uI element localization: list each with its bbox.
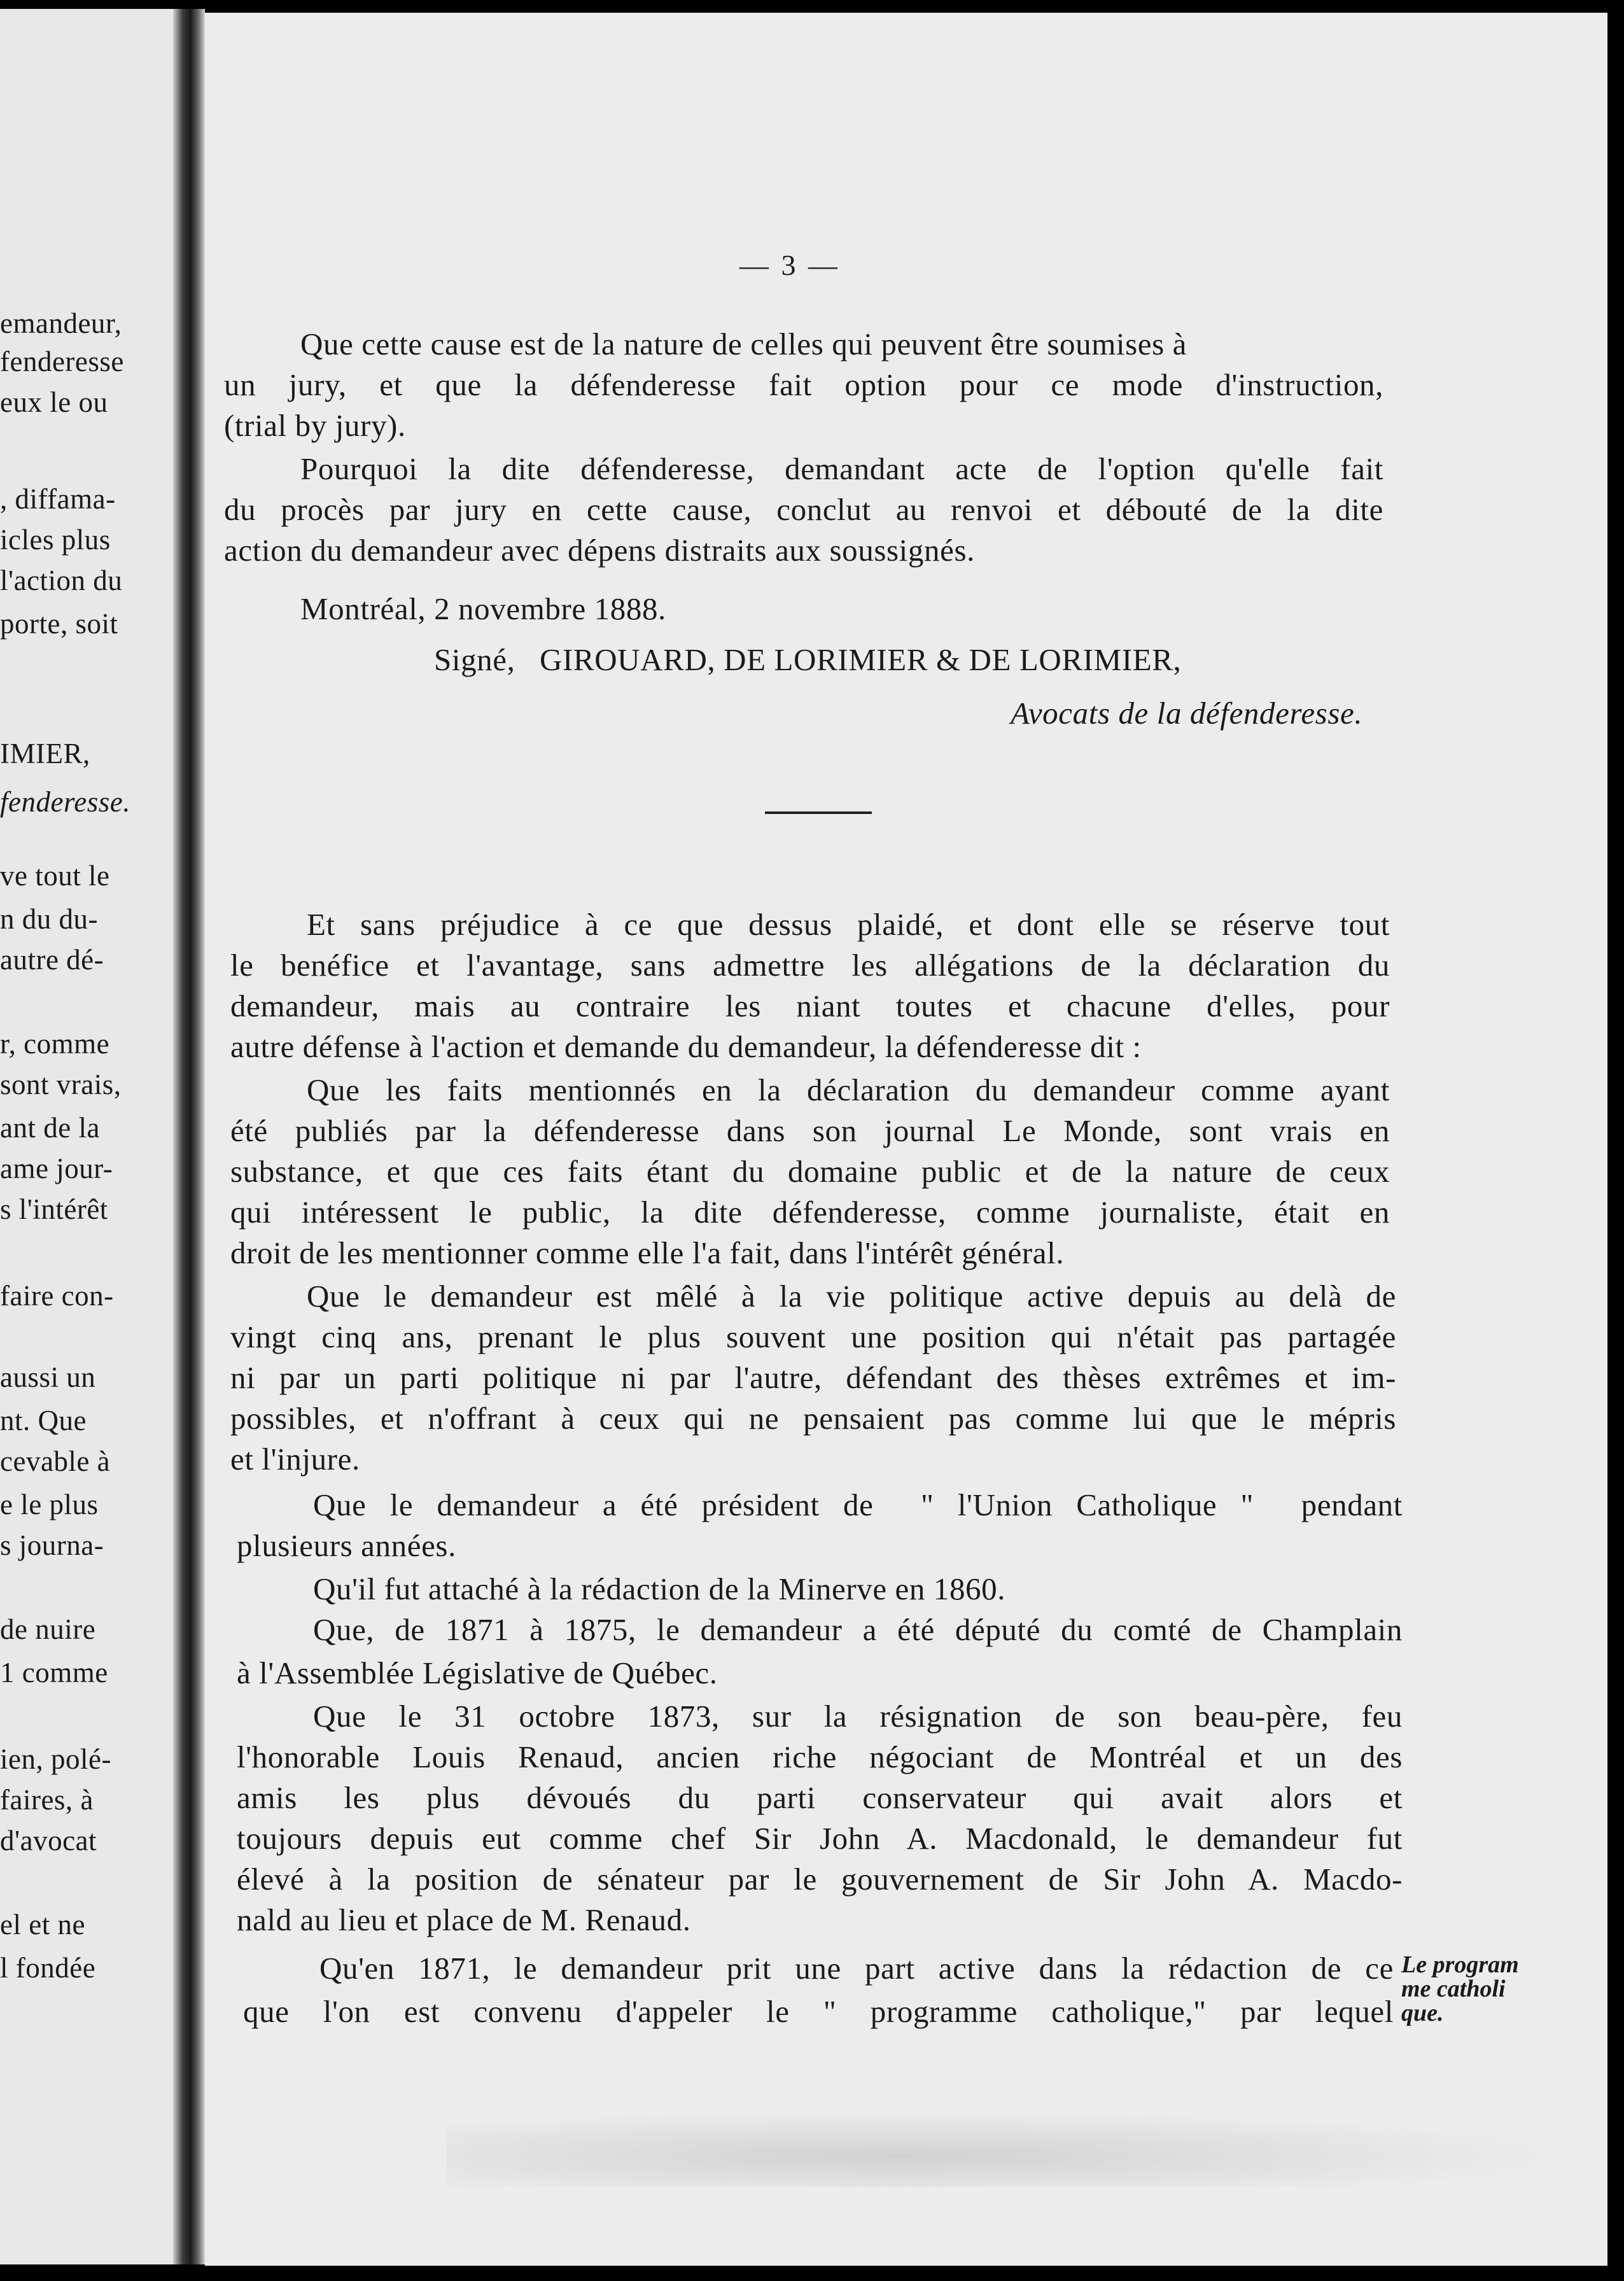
margin-note-line: me catholi [1401, 1976, 1506, 2002]
left-fragment-line: IMIER, [0, 738, 90, 769]
left-fragment-line: e le plus [0, 1489, 99, 1520]
section-divider [765, 811, 872, 814]
text-line: autre défense à l'action et demande du demandeur, la défenderesse dit : [230, 1029, 1142, 1064]
left-fragment-line: n du du- [0, 903, 98, 935]
text-line: demandeur, mais au contraire les niant toutes et chacune d'elles, pour [230, 988, 1390, 1023]
text-line: Que le demandeur est mêlé à la vie politique active depuis au delà de [307, 1279, 1396, 1314]
left-fragment-line: faires, à [0, 1784, 94, 1816]
left-fragment-line: ve tout le [0, 860, 110, 892]
left-fragment-line: ien, polé- [0, 1743, 111, 1775]
left-fragment-line: porte, soit [0, 608, 118, 640]
left-fragment-line: l fondée [0, 1952, 96, 1984]
margin-note [1401, 1953, 1519, 2025]
page-3 [205, 13, 1607, 2266]
left-fragment-line: ant de la [0, 1112, 100, 1144]
left-fragment-line: aussi un [0, 1361, 96, 1393]
text-line: l'honorable Louis Renaud, ancien riche négociant de Montréal et un des [237, 1739, 1403, 1774]
left-fragment-line: ame jour- [0, 1153, 113, 1184]
text-line: Que les faits mentionnés en la déclaration du demandeur comme ayant [307, 1072, 1390, 1107]
text-line: Que le demandeur a été président de " l'Union Catholique " pendant [313, 1487, 1403, 1522]
text-line: amis les plus dévoués du parti conservateur qui avait alors et [237, 1780, 1403, 1815]
text-line: droit de les mentionner comme elle l'a fait, dans l'intérêt général. [230, 1235, 1065, 1270]
left-fragment-line: icles plus [0, 524, 111, 556]
paper-smudge [447, 2110, 1573, 2187]
text-line: qui intéressent le public, la dite défenderesse, comme journaliste, était en [230, 1195, 1390, 1230]
signature-title: Avocats de la défenderesse. [1011, 696, 1363, 731]
book-gutter [173, 9, 205, 2264]
text-line: ni par un parti politique ni par l'autre, défendant des thèses extrêmes et im- [230, 1360, 1396, 1395]
left-page-fragment [0, 9, 173, 2264]
left-fragment-line: l'action du [0, 565, 123, 596]
left-fragment-line: emandeur, [0, 307, 122, 339]
text-line: à l'Assemblée Législative de Québec. [237, 1655, 718, 1690]
left-fragment-line: sont vrais, [0, 1069, 122, 1100]
text-line: vingt cinq ans, prenant le plus souvent une position qui n'était pas partagée [230, 1319, 1396, 1354]
text-line: Qu'il fut attaché à la rédaction de la Minerve en 1860. [313, 1571, 1006, 1606]
text-line: Que, de 1871 à 1875, le demandeur a été député du comté de Champlain [313, 1612, 1403, 1647]
left-fragment-line: s l'intérêt [0, 1193, 108, 1225]
text-line: le benéfice et l'avantage, sans admettre les allégations de la déclaration du [230, 948, 1390, 983]
signature-line: Signé, GIROUARD, DE LORIMIER & DE LORIMIER, [434, 642, 1182, 677]
text-line: élevé à la position de sénateur par le gouvernement de Sir John A. Macdo- [237, 1862, 1403, 1897]
margin-note-line: que. [1401, 2000, 1444, 2026]
text-line: que l'on est convenu d'appeler le " programme catholique," par lequel [243, 1994, 1394, 2029]
left-fragment-line: 1 comme [0, 1657, 108, 1688]
text-line: Que le 31 octobre 1873, sur la résignation de son beau-père, feu [313, 1699, 1403, 1734]
left-fragment-line: cevable à [0, 1445, 111, 1477]
text-line: Pourquoi la dite défenderesse, demandant acte de l'option qu'elle fait [300, 451, 1383, 486]
left-fragment-line: fenderesse. [0, 786, 131, 818]
text-line: substance, et que ces faits étant du domaine public et de la nature de ceux [230, 1154, 1390, 1189]
text-line: nald au lieu et place de M. Renaud. [237, 1902, 691, 1937]
text-line: Qu'en 1871, le demandeur prit une part active dans la rédaction de ce [319, 1951, 1394, 1986]
left-fragment-line: r, comme [0, 1028, 110, 1060]
text-line: et l'injure. [230, 1442, 360, 1477]
signature-date: Montréal, 2 novembre 1888. [300, 591, 666, 626]
left-fragment-line: nt. Que [0, 1405, 87, 1436]
text-line: (trial by jury). [224, 408, 406, 443]
text-line: plusieurs années. [237, 1528, 456, 1563]
left-fragment-line: autre dé- [0, 944, 104, 976]
text-line: un jury, et que la défenderesse fait option pour ce mode d'instruction, [224, 367, 1383, 402]
text-line: toujours depuis eut comme chef Sir John A. Macdonald, le demandeur fut [237, 1821, 1403, 1856]
text-line: action du demandeur avec dépens distraits aux soussignés. [224, 533, 975, 568]
left-fragment-line: eux le ou [0, 386, 108, 418]
left-fragment-line: s journa- [0, 1529, 104, 1561]
margin-note-line: Le program [1401, 1951, 1519, 1978]
left-fragment-line: d'avocat [0, 1825, 97, 1856]
page-number: — 3 — [739, 249, 840, 281]
text-line: du procès par jury en cette cause, conclut au renvoi et débouté de la dite [224, 492, 1383, 527]
text-line: été publiés par la défenderesse dans son journal Le Monde, sont vrais en [230, 1113, 1390, 1148]
left-fragment-line: fenderesse [0, 346, 124, 377]
text-line: possibles, et n'offrant à ceux qui ne pensaient pas comme lui que le mépris [230, 1401, 1396, 1436]
left-fragment-line: faire con- [0, 1280, 114, 1312]
left-fragment-line: , diffama- [0, 483, 116, 515]
text-line: Que cette cause est de la nature de celles qui peuvent être soumises à [300, 326, 1187, 361]
left-fragment-line: de nuire [0, 1613, 96, 1645]
text-line: Et sans préjudice à ce que dessus plaidé, et dont elle se réserve tout [307, 907, 1390, 942]
left-fragment-line: el et ne [0, 1909, 85, 1941]
